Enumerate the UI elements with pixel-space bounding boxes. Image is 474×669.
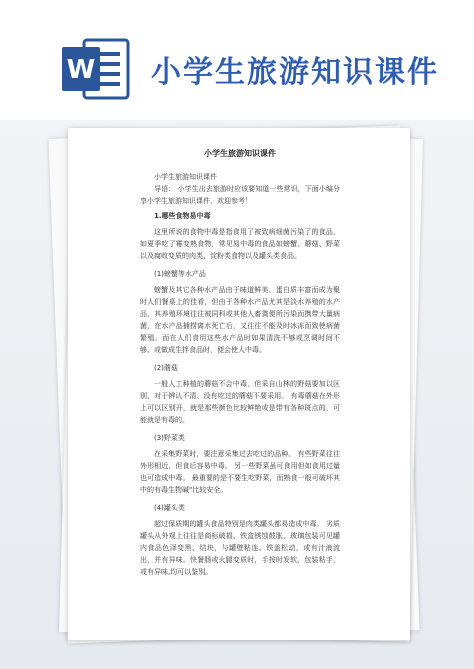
document-subtitle: 小学生旅游知识课件 [154,173,217,181]
document-body [140,148,340,578]
section-heading: 1.哪些食物易中毒 [154,212,211,220]
paragraph: 超过保质期的罐头食品特别是肉类罐头都易造成中毒。 劣质罐头从外观上往往是商标破损、铁盒锈蚀鼓胀，玻璃包装可见罐内食品色泽变黑、结块，与罐壁粘连。铁盖松动，或有汁液流出，并有异味。快餐肠或火腿变质时，手按时发软，包装粘手，或有异味,均可以鉴别。 [140,520,340,576]
item-label: (4)罐头类 [154,504,185,512]
document-title: 小学生旅游知识课件 [204,149,276,158]
paragraph: 一般人工种植的蘑菇不会中毒，但采自山林的野菇要加以区别，对于辨认不清、没有吃过的蘑菇不要采用。 有毒蘑菇在外形上可以区别开，就是那些颜色比较鲜艳或是带有各种斑点的，可能就是有毒的。 [140,380,340,424]
banner [0,0,474,120]
logo-letter: W [66,55,96,85]
item-label: (1)螃蟹等水产品 [154,270,206,278]
document-page [68,128,410,640]
paragraph: 在采集野菜时，要注意采集过去吃过的品种。 有些野菜往往外形相近，但食后容易中毒。 另一些野菜虽可食用但如食用过量也可造成中毒。 最重要的是不要生吃野菜，而熟食一般可破坏其中的有毒生物碱"比较安全。 [140,450,340,494]
intro-paragraph: 导语： 小学生出去旅游时应该要知道一些常识，下面小编分享小学生旅游知识课件，欢迎参考！ [140,185,340,205]
paragraph: 螃蟹及其它各种水产品由于味道鲜美、蛋白质丰富而成为聚时人们餐桌上的佳肴，但由于各种水产品尤其是淡水养殖的水产品，其养殖环境往往被同科或其他人畜粪便所污染而携带大量病菌，在水产品捕捞离水死亡后，又往往不能及时冰冻而致使病菌繁殖，而在人们食用这些水产品时如果清洗不够或烹调时间不够、或做成生拌食品时，便会使人中毒。 [140,286,340,354]
banner-title: 小学生旅游知识课件 [151,55,439,90]
item-label: (3)野菜类 [154,434,185,442]
word-document-icon [62,38,130,100]
item-label: (2)蘑菇 [154,364,178,372]
paragraph: 这里所说的食物中毒是指食用了被致病细菌污染了的食品，如夏季吃了霉变熟食物，常见易中毒的食品如螃蟹、蘑菇、野菜以及腐败变质的肉类、淀粉类食物以及罐头类食品。 [140,228,340,260]
